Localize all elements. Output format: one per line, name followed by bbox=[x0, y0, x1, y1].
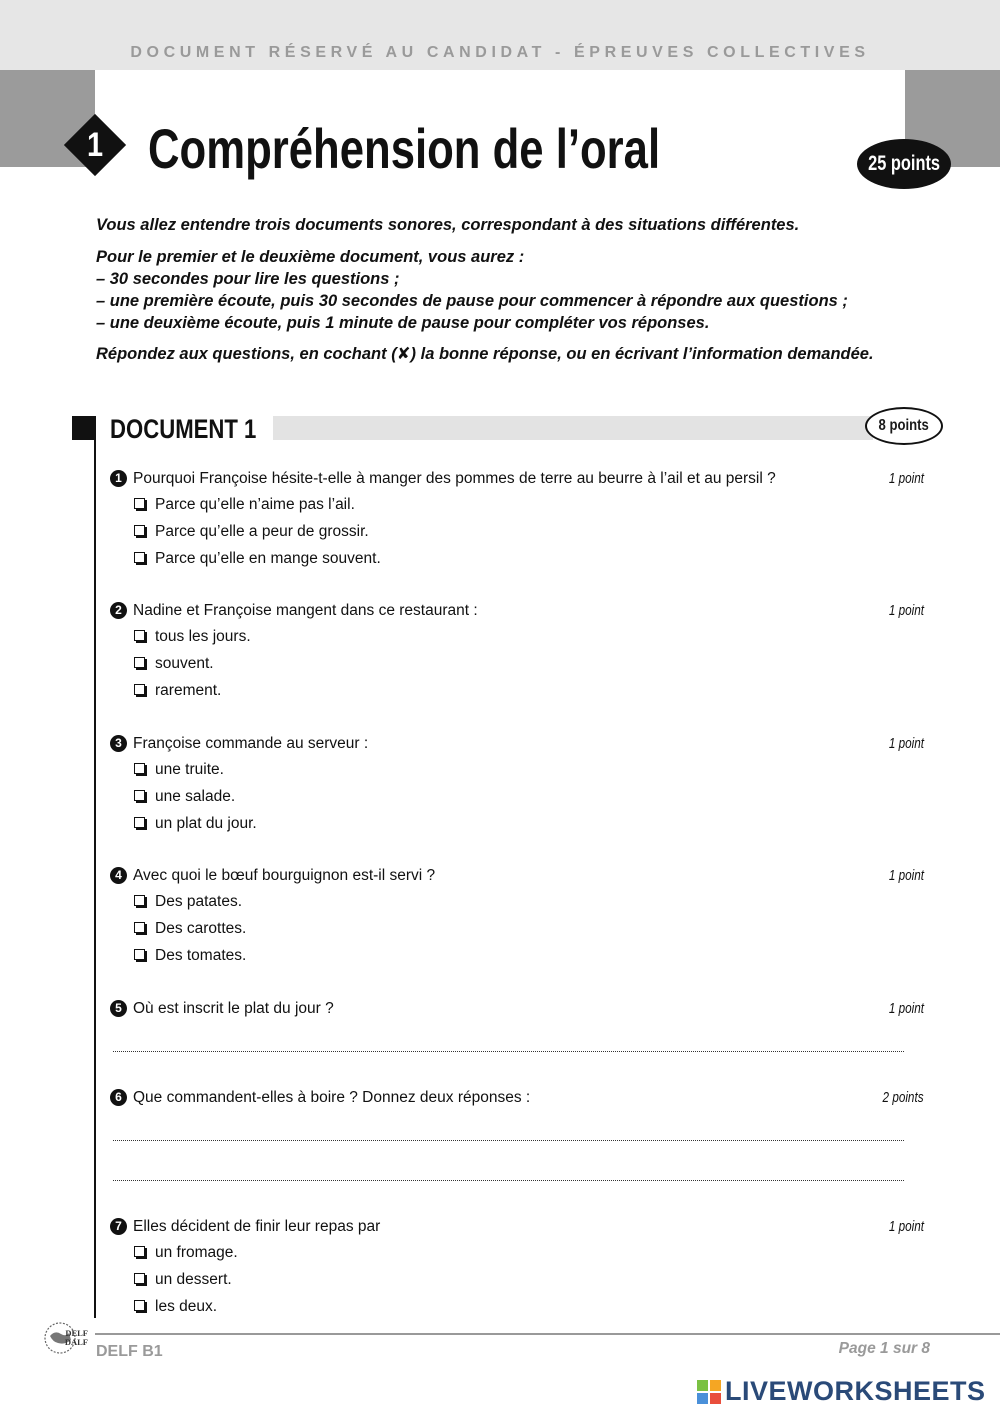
option-label: rarement. bbox=[155, 682, 222, 699]
answer-line[interactable] bbox=[113, 1180, 904, 1181]
question-line bbox=[110, 467, 930, 491]
document-points-label: 8 points bbox=[878, 417, 930, 434]
instruction-text: ) la bonne réponse, ou en écrivant l’information demandée. bbox=[410, 345, 874, 363]
checkbox[interactable] bbox=[134, 763, 145, 774]
checkbox[interactable] bbox=[134, 922, 145, 933]
question-points: 1 point bbox=[888, 1000, 924, 1017]
option-label: Parce qu’elle a peur de grossir. bbox=[155, 523, 369, 540]
question-text: Où est inscrit le plat du jour ? bbox=[133, 1000, 334, 1017]
checkbox[interactable] bbox=[134, 817, 145, 828]
question-points: 1 point bbox=[888, 867, 924, 884]
checkbox[interactable] bbox=[134, 790, 145, 801]
checkbox[interactable] bbox=[134, 895, 145, 906]
answer-option[interactable] bbox=[134, 888, 930, 915]
question-1 bbox=[110, 467, 930, 572]
instruction-line: – une deuxième écoute, puis 1 minute de pause pour compléter vos réponses. bbox=[96, 314, 710, 332]
section-number: 1 bbox=[86, 126, 104, 164]
header-banner: DOCUMENT RÉSERVÉ AU CANDIDAT - ÉPREUVES COLLECTIVES bbox=[130, 44, 870, 61]
question-number-badge: 4 bbox=[110, 867, 127, 884]
question-7 bbox=[110, 1215, 930, 1320]
answer-option[interactable] bbox=[134, 1266, 930, 1293]
option-label: Parce qu’elle en mange souvent. bbox=[155, 550, 381, 567]
question-4 bbox=[110, 864, 930, 969]
option-label: un plat du jour. bbox=[155, 815, 257, 832]
option-label: Des tomates. bbox=[155, 947, 247, 964]
option-label: Des carottes. bbox=[155, 920, 247, 937]
answer-option[interactable] bbox=[134, 491, 930, 518]
question-5 bbox=[110, 997, 930, 1021]
page-number: Page 1 sur 8 bbox=[838, 1340, 930, 1357]
checkbox[interactable] bbox=[134, 949, 145, 960]
cross-mark-icon: ✘ bbox=[396, 345, 411, 363]
question-line bbox=[110, 1215, 930, 1239]
question-number-badge: 6 bbox=[110, 1089, 127, 1106]
answer-option[interactable] bbox=[134, 1239, 930, 1266]
answer-option[interactable] bbox=[134, 756, 930, 783]
answer-option[interactable] bbox=[134, 942, 930, 969]
option-label: une truite. bbox=[155, 761, 224, 778]
footer-rule bbox=[95, 1333, 1000, 1335]
question-text: Elles décident de finir leur repas par bbox=[133, 1218, 381, 1235]
answer-option[interactable] bbox=[134, 677, 930, 704]
instruction-line: Pour le premier et le deuxième document, vous aurez : bbox=[96, 248, 525, 266]
answer-option[interactable] bbox=[134, 810, 930, 837]
answer-line[interactable] bbox=[113, 1051, 904, 1052]
option-label: souvent. bbox=[155, 655, 214, 672]
delf-dalf-logo-icon bbox=[38, 1318, 90, 1358]
question-number-badge: 1 bbox=[110, 470, 127, 487]
answer-line[interactable] bbox=[113, 1140, 904, 1141]
question-number-badge: 2 bbox=[110, 602, 127, 619]
option-label: Des patates. bbox=[155, 893, 243, 910]
exam-level: DELF B1 bbox=[96, 1343, 163, 1360]
question-line bbox=[110, 864, 930, 888]
checkbox[interactable] bbox=[134, 1273, 145, 1284]
option-label: un dessert. bbox=[155, 1271, 232, 1288]
question-2 bbox=[110, 599, 930, 704]
question-points: 1 point bbox=[888, 1218, 924, 1235]
liveworksheets-icon bbox=[697, 1380, 721, 1404]
checkbox[interactable] bbox=[134, 552, 145, 563]
question-number-badge: 5 bbox=[110, 1000, 127, 1017]
liveworksheets-watermark bbox=[697, 1376, 986, 1407]
question-number-badge: 7 bbox=[110, 1218, 127, 1235]
question-line bbox=[110, 997, 930, 1021]
document-title: DOCUMENT 1 bbox=[110, 414, 257, 444]
question-text: Pourquoi Françoise hésite-t-elle à manger des pommes de terre au beurre à l’ail et au persil ? bbox=[133, 470, 776, 487]
answer-option[interactable] bbox=[134, 1293, 930, 1320]
checkbox[interactable] bbox=[134, 657, 145, 668]
question-text: Nadine et Françoise mangent dans ce restaurant : bbox=[133, 602, 478, 619]
svg-text:DELF: DELF bbox=[65, 1328, 88, 1338]
option-label: un fromage. bbox=[155, 1244, 238, 1261]
answer-option[interactable] bbox=[134, 545, 930, 572]
option-label: une salade. bbox=[155, 788, 236, 805]
checkbox[interactable] bbox=[134, 498, 145, 509]
svg-text:DALF: DALF bbox=[64, 1337, 88, 1347]
instruction-paragraph-3 bbox=[96, 343, 886, 365]
question-line bbox=[110, 599, 930, 623]
answer-option[interactable] bbox=[134, 650, 930, 677]
answer-option[interactable] bbox=[134, 623, 930, 650]
question-points: 1 point bbox=[888, 735, 924, 752]
question-text: Françoise commande au serveur : bbox=[133, 735, 369, 752]
checkbox[interactable] bbox=[134, 684, 145, 695]
instruction-paragraph-1: Vous allez entendre trois documents sonores, correspondant à des situations différentes. bbox=[96, 216, 800, 234]
question-points: 1 point bbox=[888, 470, 924, 487]
document-points-badge bbox=[865, 407, 943, 445]
question-text: Avec quoi le bœuf bourguignon est-il servi ? bbox=[133, 867, 436, 884]
question-3 bbox=[110, 732, 930, 837]
question-points: 1 point bbox=[888, 602, 924, 619]
option-label: les deux. bbox=[155, 1298, 218, 1315]
section-vertical-rule bbox=[94, 440, 96, 1318]
question-number-badge: 3 bbox=[110, 735, 127, 752]
checkbox[interactable] bbox=[134, 525, 145, 536]
question-6 bbox=[110, 1086, 930, 1110]
question-line bbox=[110, 1086, 930, 1110]
total-score-badge bbox=[857, 139, 951, 189]
option-label: tous les jours. bbox=[155, 628, 251, 645]
document-header-bar bbox=[273, 416, 873, 440]
checkbox[interactable] bbox=[134, 1300, 145, 1311]
instruction-line: – 30 secondes pour lire les questions ; bbox=[96, 270, 400, 288]
page-title: Compréhension de l’oral bbox=[148, 117, 661, 180]
answer-option[interactable] bbox=[134, 518, 930, 545]
watermark-text: LIVEWORKSHEETS bbox=[725, 1376, 986, 1406]
instruction-text: Répondez aux questions, en cochant ( bbox=[96, 345, 397, 363]
checkbox[interactable] bbox=[134, 1246, 145, 1257]
document-marker bbox=[72, 416, 96, 440]
checkbox[interactable] bbox=[134, 630, 145, 641]
instruction-paragraph-2 bbox=[96, 246, 916, 334]
question-line bbox=[110, 732, 930, 756]
total-score-label: 25 points bbox=[868, 152, 940, 175]
answer-option[interactable] bbox=[134, 783, 930, 810]
option-label: Parce qu’elle n’aime pas l’ail. bbox=[155, 496, 355, 513]
instruction-line: – une première écoute, puis 30 secondes de pause pour commencer à répondre aux questions ; bbox=[96, 292, 848, 310]
question-points: 2 points bbox=[883, 1089, 924, 1106]
question-text: Que commandent-elles à boire ? Donnez deux réponses : bbox=[133, 1089, 531, 1106]
answer-option[interactable] bbox=[134, 915, 930, 942]
